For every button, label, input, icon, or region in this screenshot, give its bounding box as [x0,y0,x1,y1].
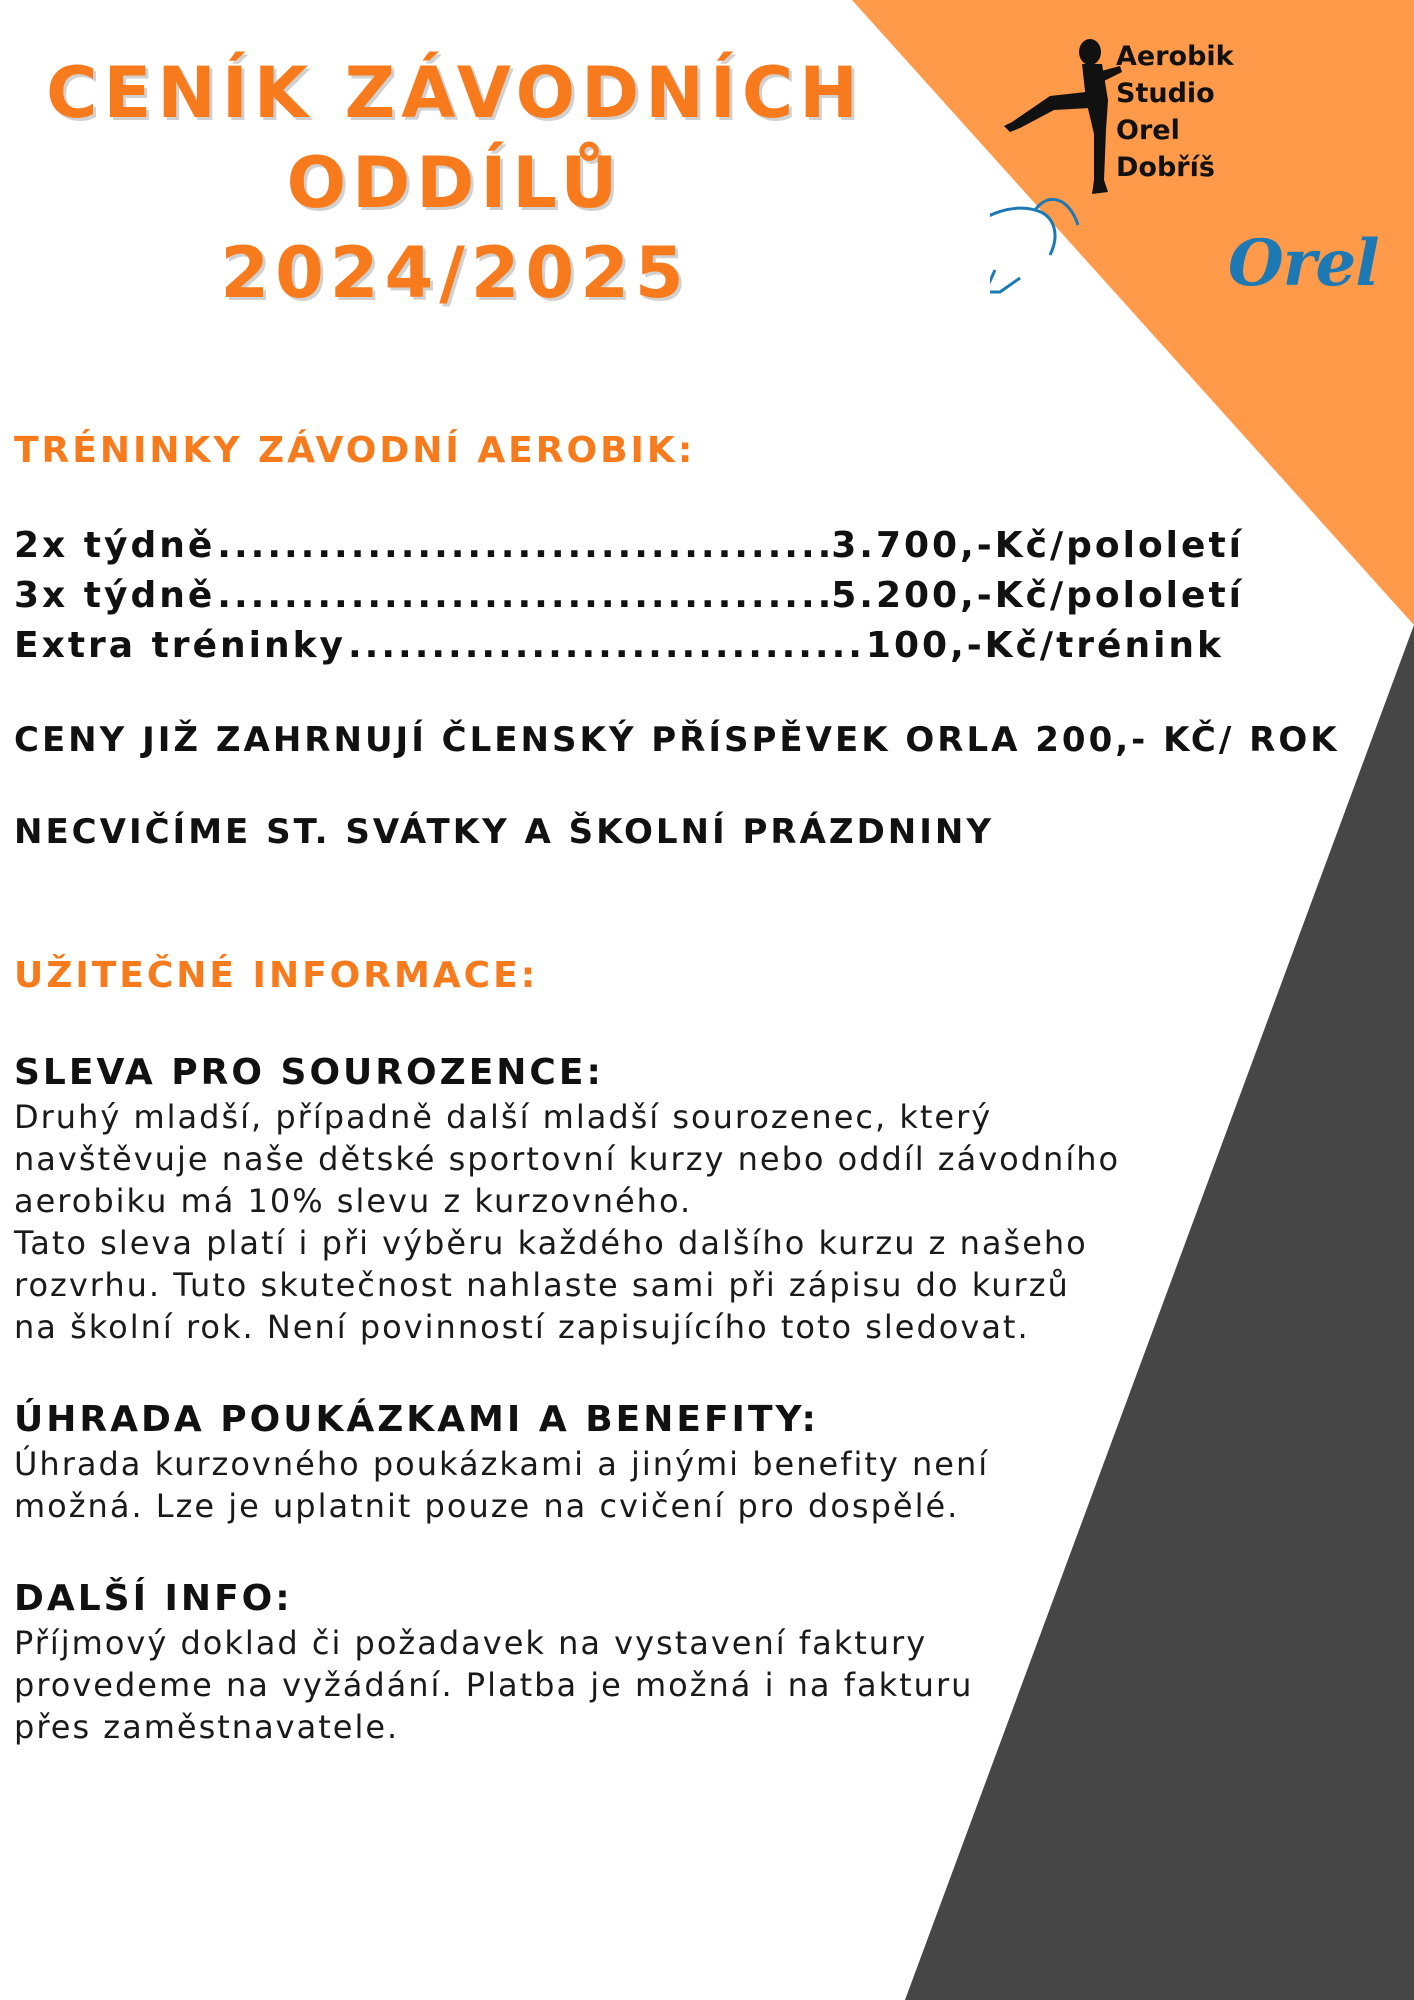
price-row-2x [14,525,1244,575]
other-info-section [14,1576,1144,1748]
vouchers-text: Úhrada kurzovného poukázkami a jinými benefity není možná. Lze je uplatnit pouze na cvičení pro dospělé. [14,1445,990,1525]
siblings-title: SLEVA PRO SOUROZENCE: [14,1052,604,1093]
page-title [30,48,880,318]
price-label: 3x týdně [14,575,216,616]
price-label: Extra tréninky [14,625,346,666]
info-heading: UŽITEČNÉ INFORMACE: [14,955,539,996]
silhouette-dancer-icon [1004,39,1122,194]
vouchers-section [14,1397,1144,1527]
holidays-notice: NECVIČÍME ST. SVÁTKY A ŠKOLNÍ PRÁZDNINY [14,812,994,852]
title-line-1: CENÍK ZÁVODNÍCH [46,52,864,134]
leader-dots [217,575,829,616]
membership-notice: CENY JIŽ ZAHRNUJÍ ČLENSKÝ PŘÍSPĚVEK ORLA 200,- KČ/ ROK [14,720,1340,760]
logo-line-4: Dobříš [1116,152,1215,183]
other-info-title: DALŠÍ INFO: [14,1578,293,1619]
orel-wordmark: Orel [1228,226,1379,301]
price-row-3x [14,575,1244,625]
price-list [14,525,1244,675]
logo-line-1: Aerobik [1116,41,1234,72]
price-value: 100,-Kč/trénink [865,625,1224,666]
vouchers-title: ÚHRADA POUKÁZKAMI A BENEFITY: [14,1399,819,1440]
logo-line-3: Orel [1116,115,1180,146]
logo-text [1116,38,1234,186]
logo-line-2: Studio [1116,78,1215,109]
orel-bird-icon [990,199,1078,292]
title-line-3: 2024/2025 [220,232,690,314]
price-row-extra [14,625,1224,675]
price-value: 3.700,-Kč/pololetí [831,525,1244,566]
siblings-text: Druhý mladší, případně další mladší sourozenec, který navštěvuje naše dětské sportovní kurzy nebo oddíl závodního aerobiku má 10% slevu z kurzovného. Tato sleva platí i při výběru každého dalšího kurzu z našeho rozvrhu. Tuto skutečnost nahlaste sami při zápisu do kurzů na školní rok. Není povinností zapisujícího toto sledovat. [14,1098,1121,1346]
training-heading: TRÉNINKY ZÁVODNÍ AEROBIK: [14,430,696,471]
price-value: 5.200,-Kč/pololetí [831,575,1244,616]
leader-dots [217,525,829,566]
price-label: 2x týdně [14,525,216,566]
other-info-text: Příjmový doklad či požadavek na vystavení faktury provedeme na vyžádání. Platba je možná i na fakturu přes zaměstnavatele. [14,1624,974,1746]
leader-dots [348,625,864,666]
siblings-discount-section [14,1050,1144,1348]
title-line-2: ODDÍLŮ [286,142,624,224]
